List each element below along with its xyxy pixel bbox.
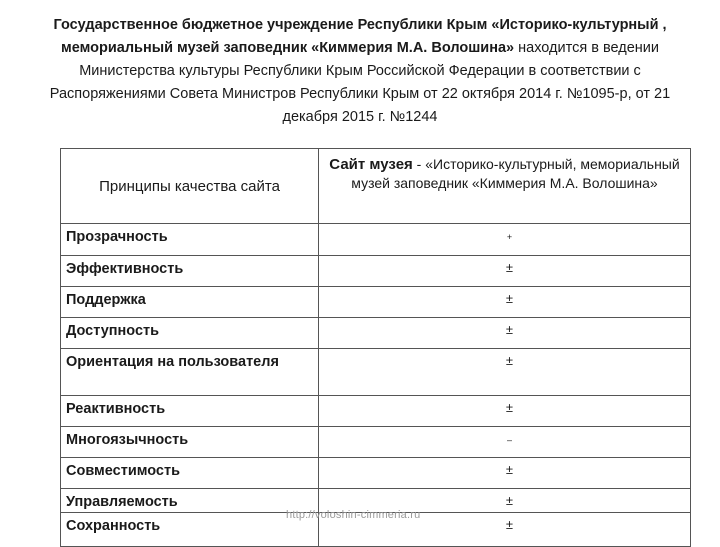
header-principles: Принципы качества сайта — [61, 149, 319, 224]
row-name: Управляемость — [61, 489, 319, 513]
table-row — [61, 318, 691, 349]
row-value-mark: + — [506, 232, 513, 242]
intro-paragraph — [34, 14, 686, 129]
row-value-mark: ± — [505, 517, 514, 532]
row-name: Прозрачность — [61, 224, 319, 256]
table-row — [61, 256, 691, 287]
row-name: Доступность — [61, 318, 319, 349]
intro-regular-text: находится в ведении Министерства культуры Республики Крым Российской Федерации в соответствии с Распоряжениями Совета Министров Республики Крым от 22 октября 2014 г. №1095-р, от 21 декабря 2015 г. №1244 — [49, 40, 671, 125]
quality-table — [60, 148, 691, 547]
header-museum-site-rest: - «Историко-культурный, мемориальный музей заповедник «Киммерия М.А. Волошина» — [351, 156, 680, 191]
row-value — [319, 318, 691, 349]
row-name: Реактивность — [61, 396, 319, 427]
row-value — [319, 224, 691, 256]
row-name: Многоязычность — [61, 427, 319, 458]
row-value-mark: ± — [505, 291, 514, 306]
table-row — [61, 396, 691, 427]
row-name: Совместимость — [61, 458, 319, 489]
table-row — [61, 427, 691, 458]
header-museum-site-bold: Сайт музея — [329, 156, 413, 173]
intro-bold-text: Государственное бюджетное учреждение Республики Крым «Историко-культурный , мемориальный музей заповедник «Киммерия М.А. Волошина» — [53, 17, 667, 56]
row-value — [319, 287, 691, 318]
row-value — [319, 256, 691, 287]
row-name: Сохранность — [61, 513, 319, 547]
table-row — [61, 287, 691, 318]
header-museum-site — [319, 149, 691, 224]
row-name: Поддержка — [61, 287, 319, 318]
row-value — [319, 427, 691, 458]
row-value — [319, 458, 691, 489]
row-value-mark: ± — [505, 462, 514, 477]
table-header-row — [61, 149, 691, 224]
table-row — [61, 224, 691, 256]
footer-url: http://voloshin-cimmeria.ru — [286, 509, 421, 521]
row-value-mark: ± — [505, 322, 514, 337]
row-value-mark: ± — [505, 353, 514, 368]
row-value-mark: ± — [505, 493, 514, 508]
row-value-mark: – — [506, 435, 512, 445]
row-name: Эффективность — [61, 256, 319, 287]
row-value-mark: ± — [505, 400, 514, 415]
row-value-mark: ± — [505, 260, 514, 275]
table-row — [61, 458, 691, 489]
row-value — [319, 396, 691, 427]
row-name: Ориентация на пользователя — [61, 349, 319, 396]
row-value — [319, 349, 691, 396]
table-row — [61, 349, 691, 396]
